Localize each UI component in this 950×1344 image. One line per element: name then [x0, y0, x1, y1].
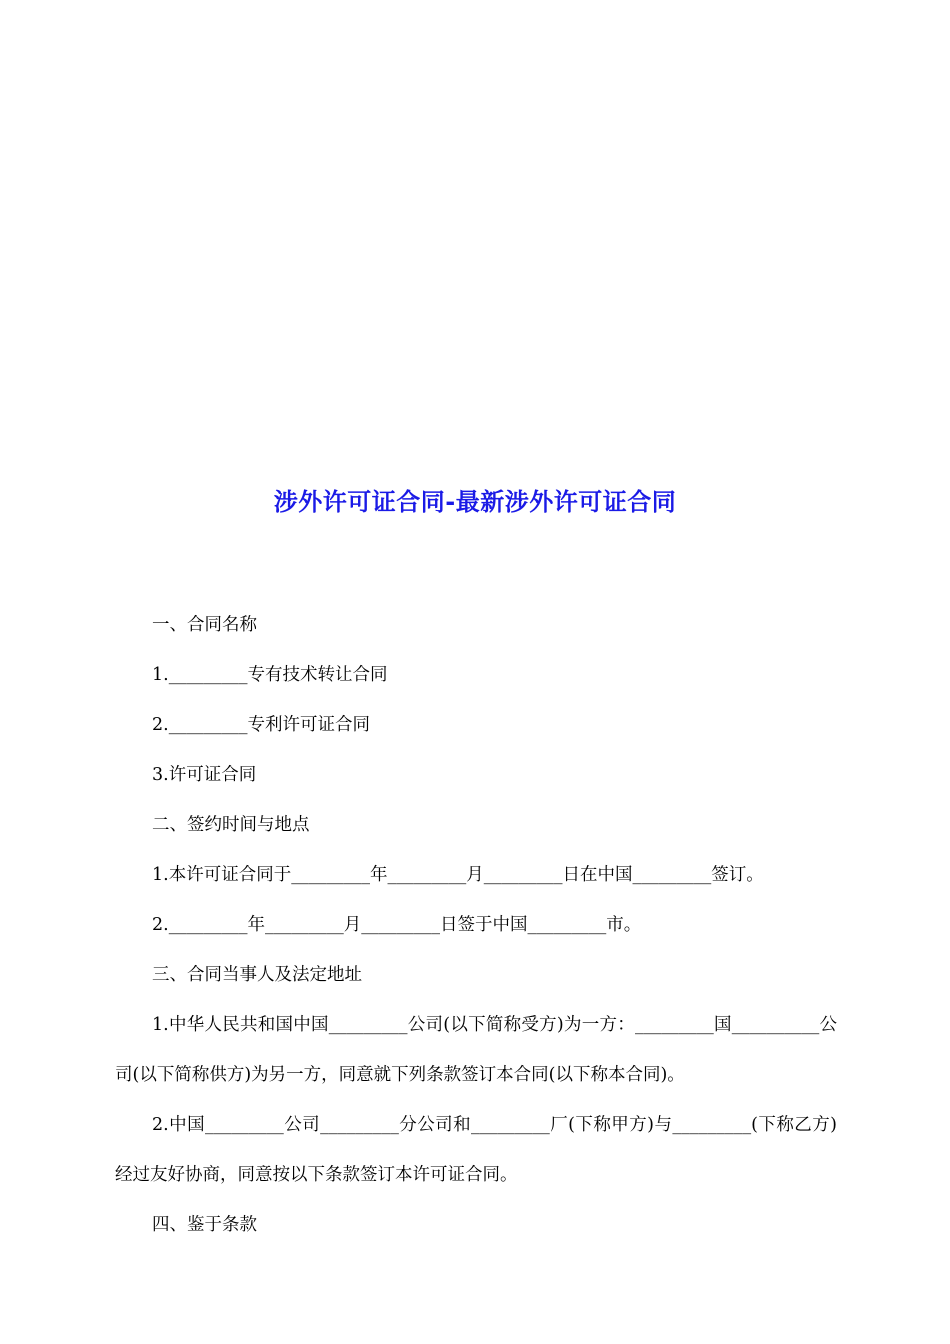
section-heading-contract-name: 一、合同名称 — [152, 615, 257, 635]
clause-parties-1: 1.中华人民共和国中国_________公司(以下简称受方)为一方：_________国__________公司(以下简称供方)为另一方，同意就下列条款签订本合同(以下称本合同)。 — [115, 1015, 837, 1085]
section-heading-whereas: 四、鉴于条款 — [152, 1215, 257, 1235]
clause-2-patent-license: 2._________专利许可证合同 — [152, 715, 370, 735]
document-body — [115, 600, 837, 1250]
clause-1-know-how-transfer: 1._________专有技术转让合同 — [152, 665, 388, 685]
section-heading-parties: 三、合同当事人及法定地址 — [152, 965, 362, 985]
section-heading-signing-time-place: 二、签约时间与地点 — [152, 815, 310, 835]
clause-parties-2: 2.中国_________公司_________分公司和_________厂(下称甲方)与_________(下称乙方)经过友好协商，同意按以下条款签订本许可证合同。 — [115, 1115, 837, 1185]
clause-signing-date-1: 1.本许可证合同于_________年_________月_________日在中国_________签订。 — [152, 865, 764, 885]
document-title: 涉外许可证合同-最新涉外许可证合同 — [273, 488, 677, 516]
clause-3-license-contract: 3.许可证合同 — [152, 765, 257, 785]
clause-signing-date-2: 2._________年_________月_________日签于中国_________市。 — [152, 915, 642, 935]
